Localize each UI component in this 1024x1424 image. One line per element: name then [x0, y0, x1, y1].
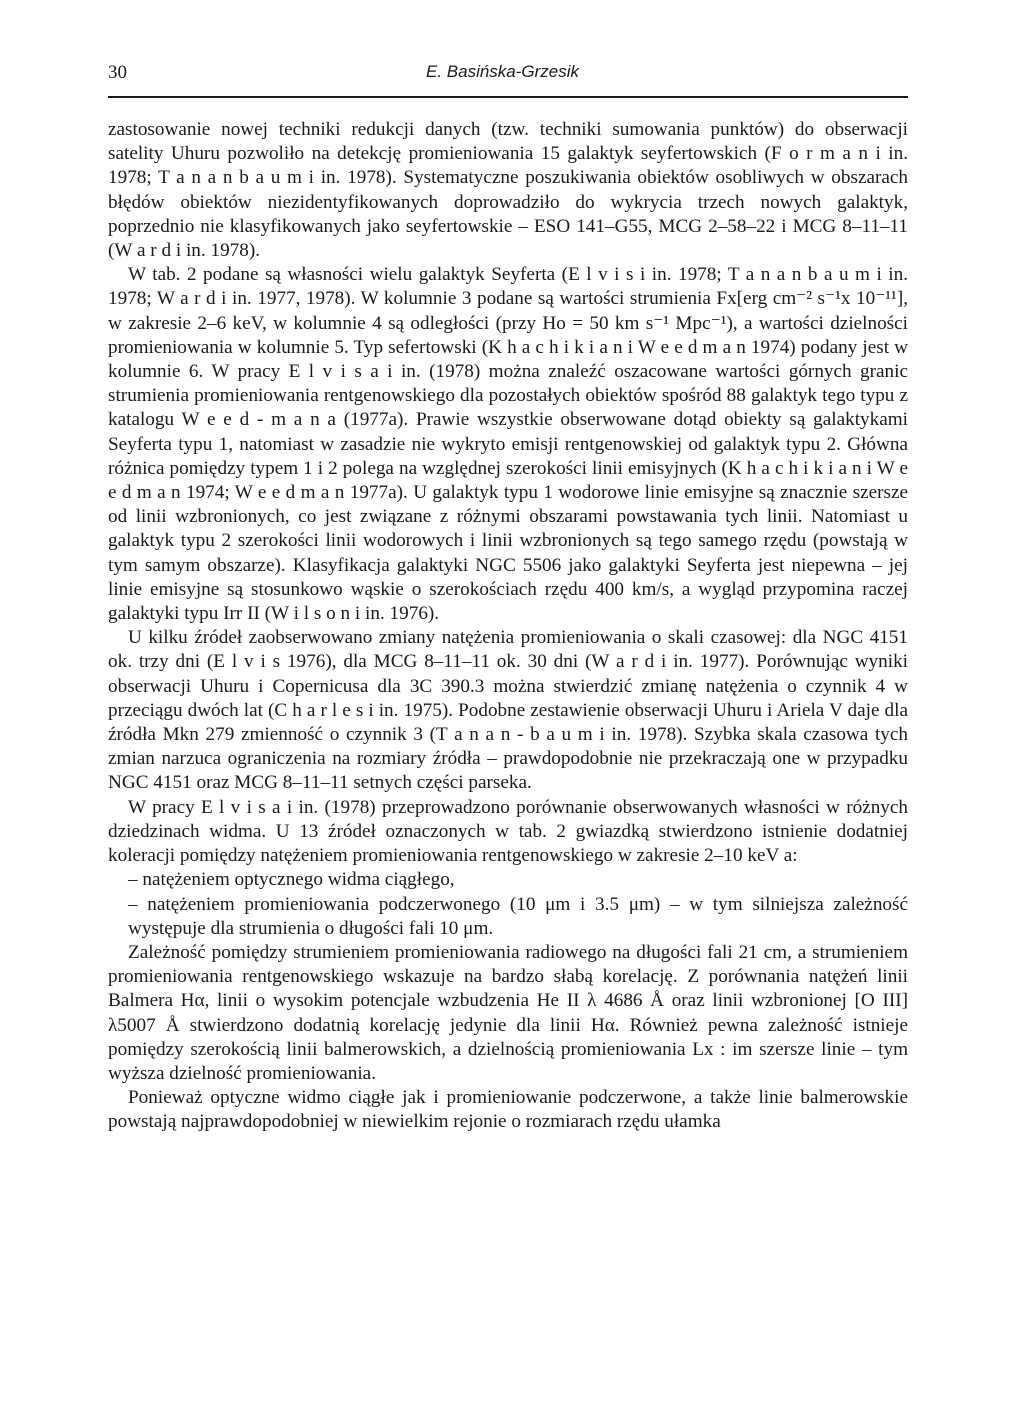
paragraph-6: Ponieważ optyczne widmo ciągłe jak i promieniowanie podczerwone, a także linie balmerowskie powstają najprawdopodobniej w niewielkim rejonie o rozmiarach rzędu ułamka — [108, 1087, 908, 1133]
paragraph-4: W pracy E l v i s a i in. (1978) przeprowadzono porównanie obserwowanych własności w różnych dziedzinach widma. U 13 źródeł oznaczonych w tab. 2 gwiazdką stwierdzono istnienie dodatniej koleracji pomiędzy natężeniem promieniowania rentgenowskiego w zakresie 2–10 keV a: — [108, 796, 908, 867]
paragraph-5: Zależność pomiędzy strumieniem promieniowania radiowego na długości fali 21 cm, a strumieniem promieniowania rentgenowskiego wskazuje na bardzo słabą korelację. Z porównania natężeń linii Balmera Hα, linii o wysokim potencjale wzbudzenia He II λ 4686 Å oraz linii wzbronionej [O III] λ5007 Å stwierdzono dodatnią korelację jedynie dla linii Hα. Również pewna zależność istnieje pomiędzy szerokością linii balmerowskich, a dzielnością promieniowania Lx : im szersze linie – tym wyższa dzielność promieniowania. — [108, 941, 908, 1084]
body-text — [108, 118, 908, 1135]
running-head: E. Basińska-Grzesik — [426, 62, 580, 81]
list-item-2: – natężeniem promieniowania podczerwonego (10 μm i 3.5 μm) – w tym silniejsza zależność występuje dla strumienia o długości fali 10 μm. — [128, 893, 908, 939]
paragraph-2: W tab. 2 podane są własności wielu galaktyk Seyferta (E l v i s i in. 1978; T a n a n b a u m i in. 1978; W a r d i in. 1977, 1978). W kolumnie 3 podane są wartości strumienia Fx[erg cm⁻² s⁻¹x 10⁻¹¹], w zakresie 2–6 keV, w kolumnie 4 są odległości (przy Ho = 50 km s⁻¹ Mpc⁻¹), a wartości dzielności promieniowania w kolumnie 5. Typ sefertowski (K h a c h i k i a n i W e e d m a n 1974) podany jest w kolumnie 6. W pracy E l v i s a i in. (1978) można znaleźć oszacowane wartości górnych granic strumienia promieniowania rentgenowskiego dla pozostałych obiektów spośród 88 galaktyk tego typu z katalogu W e e d - m a n a (1977a). Prawie wszystkie obserwowane dotąd obiekty są galaktykami Seyferta typu 1, natomiast w zasadzie nie wykryto emisji rentgenowskiej od galaktyk typu 2. Główna różnica pomiędzy typem 1 i 2 polega na względnej szerokości linii emisyjnych (K h a c h i k i a n i W e e d m a n 1974; W e e d m a n 1977a). U galaktyk typu 1 wodorowe linie emisyjne są znacznie szersze od linii wzbronionych, co jest związane z różnymi obszarami powstawania tych linii. Natomiast u galaktyk typu 2 szerokości linii wodorowych i linii wzbronionych są tego samego rzędu (powstają w tym samym obszarze). Klasyfikacja galaktyki NGC 5506 jako galaktyki Seyferta jest niepewna – jej linie emisyjne są stosunkowo wąskie o szerokościach rzędu 400 km/s, a wygląd przypomina raczej galaktyki typu Irr II (W i l s o n i in. 1976). — [108, 264, 908, 625]
paragraph-1: zastosowanie nowej techniki redukcji danych (tzw. techniki sumowania punktów) do obserwacji satelity Uhuru pozwoliło na detekcję promieniowania 15 galaktyk seyfertowskich (F o r m a n i in. 1978; T a n a n b a u m i in. 1978). Systematyczne poszukiwania obiektów osobliwych w obszarach błędów obiektów niezidentyfikowanych doprowadziło do wykrycia trzech nowych galaktyk, poprzednio nie klasyfikowanych jako seyfertowskie – ESO 141–G55, MCG 2–58–22 i MCG 8–11–11 (W a r d i in. 1978). — [108, 119, 908, 262]
document-page — [108, 62, 908, 1133]
list-item-1: – natężeniem optycznego widma ciągłego, — [128, 869, 455, 891]
page-number: 30 — [108, 62, 127, 83]
page-header — [108, 62, 908, 92]
paragraph-3: U kilku źródeł zaobserwowano zmiany natężenia promieniowania o skali czasowej: dla NGC 4151 ok. trzy dni (E l v i s 1976), dla MCG 8–11–11 ok. 30 dni (W a r d i in. 1977). Porównując wyniki obserwacji Uhuru i Copernicusa dla 3C 390.3 można stwierdzić zmianę natężenia o czynnik 4 w przeciągu dwóch lat (C h a r l e s i in. 1975). Podobne zestawienie obserwacji Uhuru i Ariela V daje dla źródła Mkn 279 zmienność o czynnik 3 (T a n a n - b a u m i in. 1978). Szybka skala czasowa tych zmian narzuca ograniczenia na rozmiary źródła – prawdopodobnie nie przekraczają one w przypadku NGC 4151 oraz MCG 8–11–11 setnych części parseka. — [108, 627, 908, 794]
header-rule — [108, 96, 908, 98]
